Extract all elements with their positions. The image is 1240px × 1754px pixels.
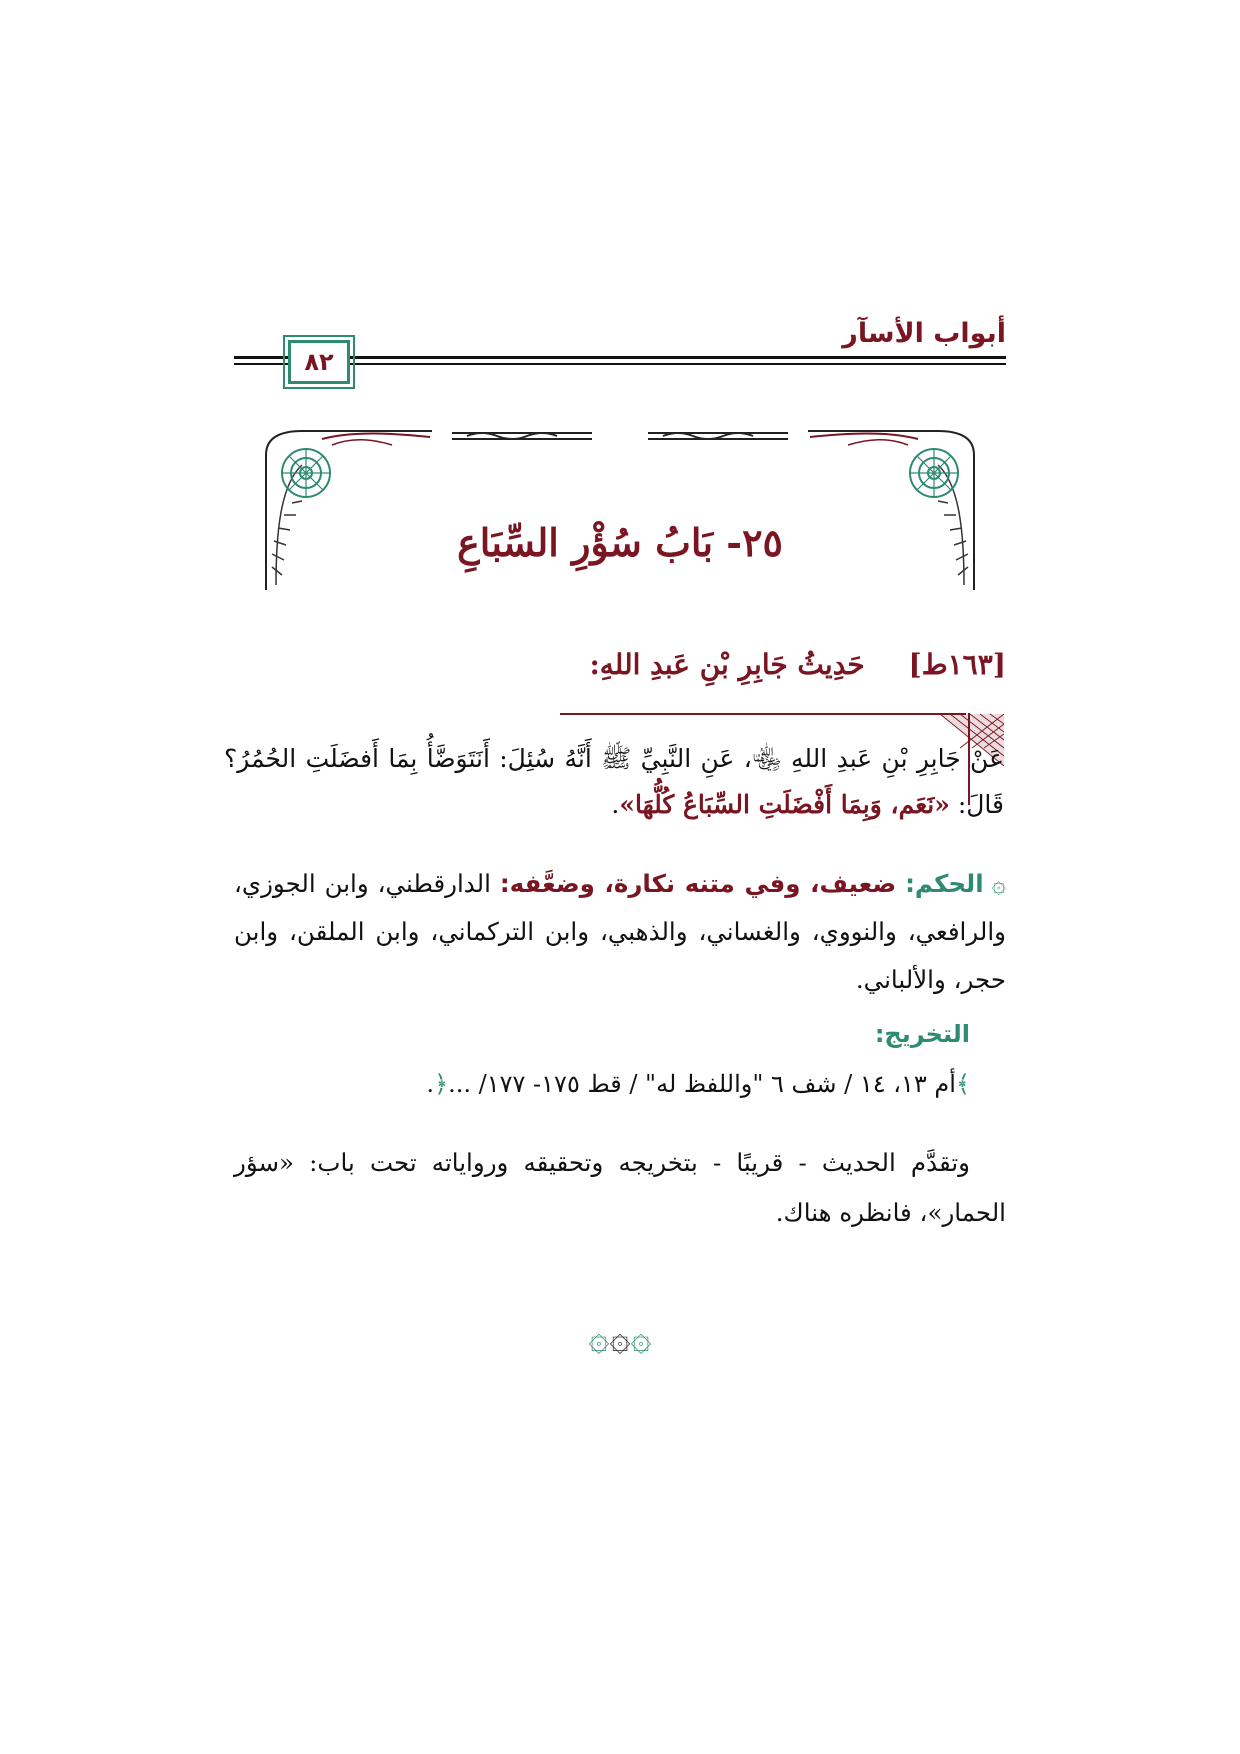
flower-icon: ۞: [588, 1318, 610, 1359]
running-title: أبواب الأسآر: [842, 318, 1006, 349]
page-number: ٨٢: [304, 348, 334, 376]
ornament-top-bar-right: [648, 433, 788, 439]
ruling-text: الدارقطني، وابن الجوزي، والرافعي، والنووي، والغساني، والذهبي، وابن التركماني، وابن الملقن، وابن حجر، والألباني.: [234, 869, 1006, 994]
hadith-heading: [589, 648, 1006, 681]
cross-reference-note: وتقدَّم الحديث - قريبًا - بتخريجه وتحقيقه ورواياته تحت باب: «سؤر الحمار»، فانظره هناك.: [234, 1148, 1006, 1227]
ornament-corner-left: [266, 431, 432, 590]
hadith-quote: «نَعَم، وَبِمَا أَفْضَلَتِ السِّبَاعُ كُلُّهَا»: [619, 790, 950, 819]
flower-icon: ۞: [609, 1318, 631, 1359]
ruling-paragraph: [234, 860, 1006, 1004]
page-number-badge: [288, 340, 350, 384]
ornament-corner-right: [808, 431, 974, 590]
takhrij-open-bracket: ﴾: [955, 1070, 970, 1098]
hadith-text: [224, 736, 1004, 828]
flower-icon: ۞: [991, 869, 1006, 898]
takhrij-text: أم ١٣، ١٤ / شف ٦ "واللفظ له" / قط ١٧٥- ١٧٧/ ...: [448, 1070, 956, 1098]
takhrij-reference: [426, 1070, 970, 1098]
ornament-top-bar-left: [452, 433, 592, 439]
hadith-end: .: [611, 790, 620, 819]
section-end-marks: [0, 1318, 1240, 1359]
ruling-label: الحكم:: [905, 869, 984, 898]
takhrij-close-bracket: ﴿: [434, 1070, 449, 1098]
ruling-verdict: ضعيف، وفي متنه نكارة، وضعَّفه:: [499, 869, 897, 898]
chapter-ornament: [262, 425, 978, 590]
hadith-heading-text: حَدِيثُ جَابِرِ بْنِ عَبدِ اللهِ:: [589, 648, 865, 681]
hadith-number: [١٦٣ط]: [908, 648, 1006, 681]
takhrij-end: .: [426, 1070, 435, 1098]
flower-icon: ۞: [630, 1318, 652, 1359]
takhrij-label: التخريج:: [874, 1020, 970, 1048]
hadith-body: عَنْ جَابِرِ بْنِ عَبدِ اللهِ ﵄، عَنِ النَّبِيِّ ﷺ أَنَّهُ سُئِلَ: أَنَتَوَضَّأُ بِمَا أَفضَلَتِ الحُمُرُ؟ قَالَ:: [224, 744, 1004, 819]
chapter-title: ٢٥- بَابُ سُؤْرِ السِّبَاعِ: [457, 520, 783, 565]
hadith-box-top-rule: [560, 713, 966, 715]
